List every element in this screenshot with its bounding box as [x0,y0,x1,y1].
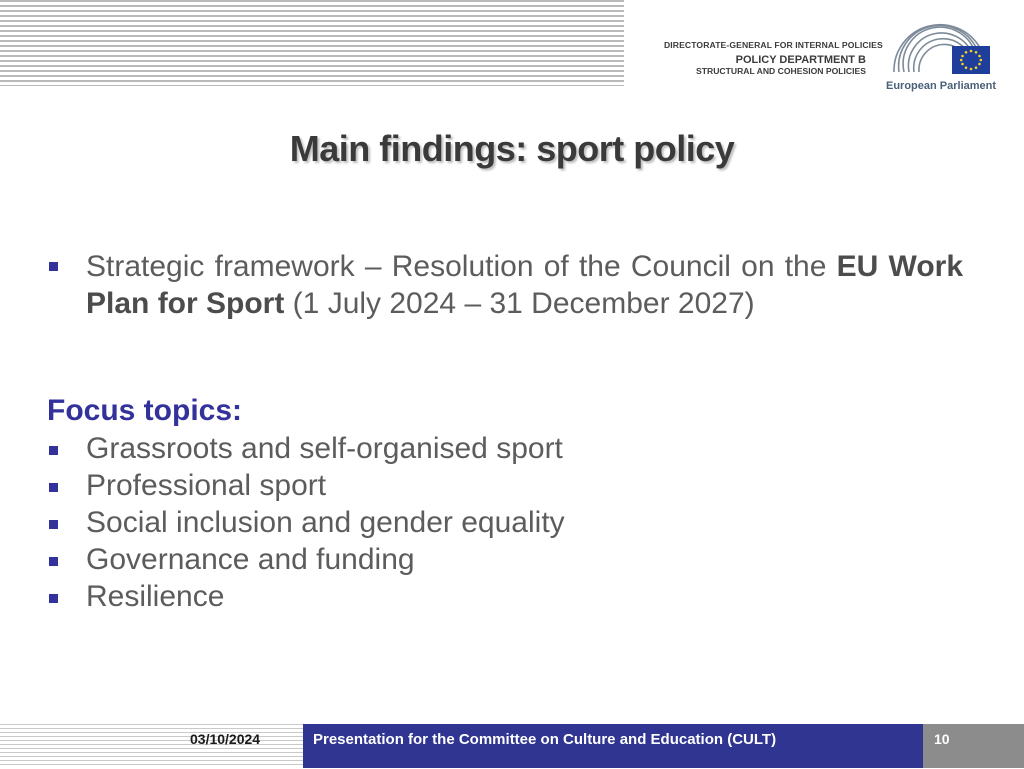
department-label: POLICY DEPARTMENT B [735,54,866,66]
footer-date: 03/10/2024 [190,731,261,747]
topic-item: Professional sport [86,469,327,502]
subdepartment-label: STRUCTURAL AND COHESION POLICIES [696,66,866,76]
bullet-icon [49,557,58,566]
bullet-icon [49,594,58,603]
bullet-icon [49,446,58,455]
institution-name: European Parliament [886,80,997,92]
intro-paragraph [86,248,963,322]
bullet-icon [49,262,58,271]
topic-item: Governance and funding [86,543,415,576]
slide-title: Main findings: sport policy [289,128,735,169]
department-block [664,40,883,76]
topic-item: Social inclusion and gender equality [86,506,565,539]
topic-item: Resilience [86,580,225,613]
eu-flag-icon [952,46,990,74]
header-stripes [0,0,624,86]
page-number: 10 [934,731,950,747]
directorate-label: DIRECTORATE-GENERAL FOR INTERNAL POLICIES [664,40,883,50]
focus-heading: Focus topics: [47,394,243,427]
bullet-icon [49,483,58,492]
topic-item: Grassroots and self-organised sport [86,432,563,465]
intro-text-1: Strategic framework – Resolution of the Council on the [86,250,837,283]
footer-presentation-title: Presentation for the Committee on Culture and Education (CULT) [313,731,777,748]
intro-text-2: (1 July 2024 – 31 December 2027) [284,287,755,320]
bullet-icon [49,520,58,529]
intro-bold: EU Work Plan for Sport [86,250,964,320]
